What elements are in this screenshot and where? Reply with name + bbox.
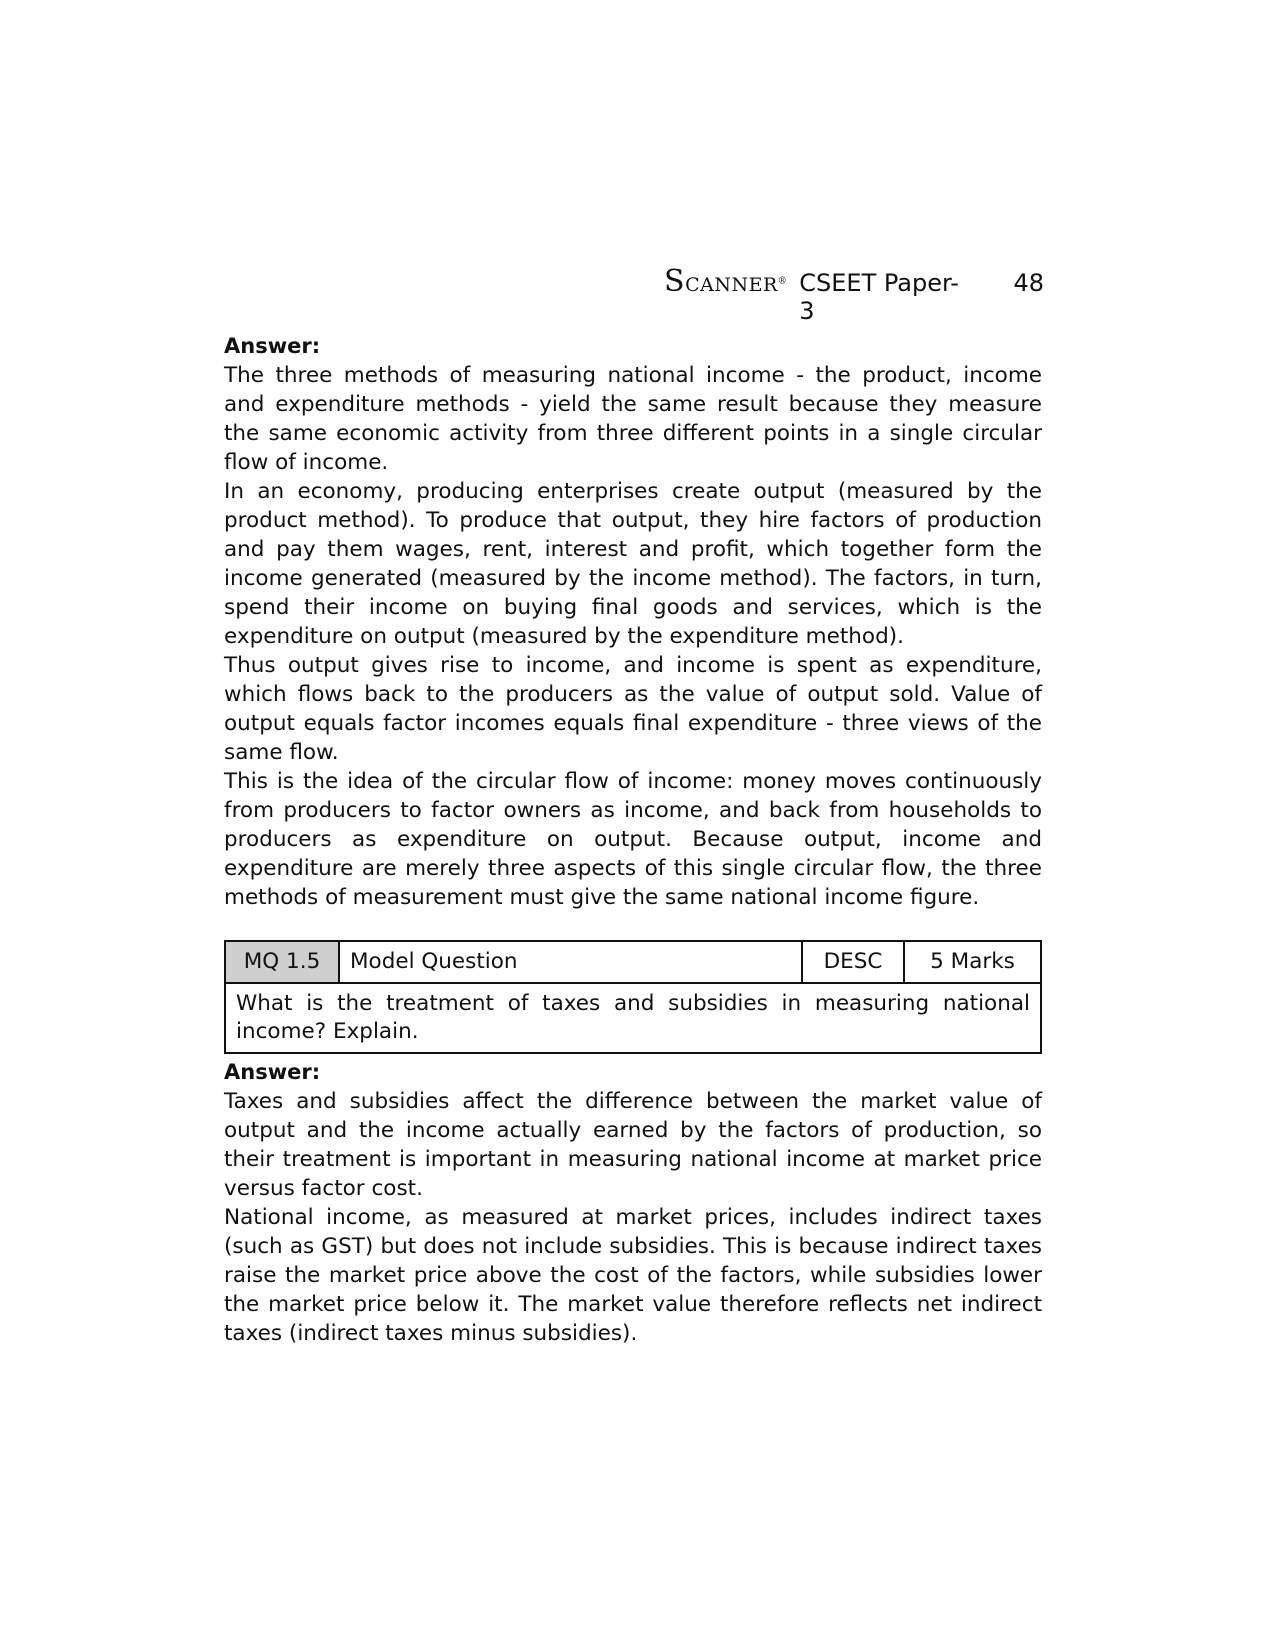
question-type: DESC [802,941,904,983]
answer-paragraph: This is the idea of the circular flow of income: money moves continuously from producers to factor owners as income, and back from households to producers as expenditure on output. Because output, income and expenditure are merely three aspects of this single circular flow, the three methods of measurement must give the same national income figure. [224,769,1042,910]
answer-paragraph: Taxes and subsidies affect the difference between the market value of output and the income actually earned by the factors of production, so their treatment is important in measuring national income at market price versus factor cost. [224,1089,1042,1201]
page-number: 48 [1013,269,1044,297]
answer-paragraph: The three methods of measuring national income - the product, income and expenditure methods - yield the same result because they measure the same economic activity from three different points in a single circular flow of income. [224,363,1042,475]
question-header-row [225,941,1041,983]
page-content [224,332,1042,1348]
question-label: Model Question [339,941,802,983]
question-marks: 5 Marks [904,941,1041,983]
answer-label: Answer: [224,334,321,358]
answer-paragraph: National income, as measured at market prices, includes indirect taxes (such as GST) but does not include subsidies. This is because indirect taxes raise the market price above the cost of the factors, while subsidies lower the market price below it. The market value therefore reflects net indirect taxes (indirect taxes minus subsidies). [224,1205,1042,1346]
question-text: What is the treatment of taxes and subsidies in measuring national income? Explain. [225,983,1041,1053]
question-text-row [225,983,1041,1053]
header-title: CSEET Paper-3 [799,269,959,325]
scanner-logo: SCANNER® [664,264,788,299]
question-id: MQ 1.5 [225,941,339,983]
answer-paragraph: Thus output gives rise to income, and income is spent as expenditure, which flows back to the producers as the value of output sold. Value of output equals factor incomes equals final expenditure - three views of the same flow. [224,653,1042,765]
answer-paragraph: In an economy, producing enterprises create output (measured by the product method). To produce that output, they hire factors of production and pay them wages, rent, interest and profit, which together form the income generated (measured by the income method). The factors, in turn, spend their income on buying final goods and services, which is the expenditure on output (measured by the expenditure method). [224,479,1042,649]
page-header [664,264,1044,325]
answer-label: Answer: [224,1060,321,1084]
question-table [224,940,1042,1054]
